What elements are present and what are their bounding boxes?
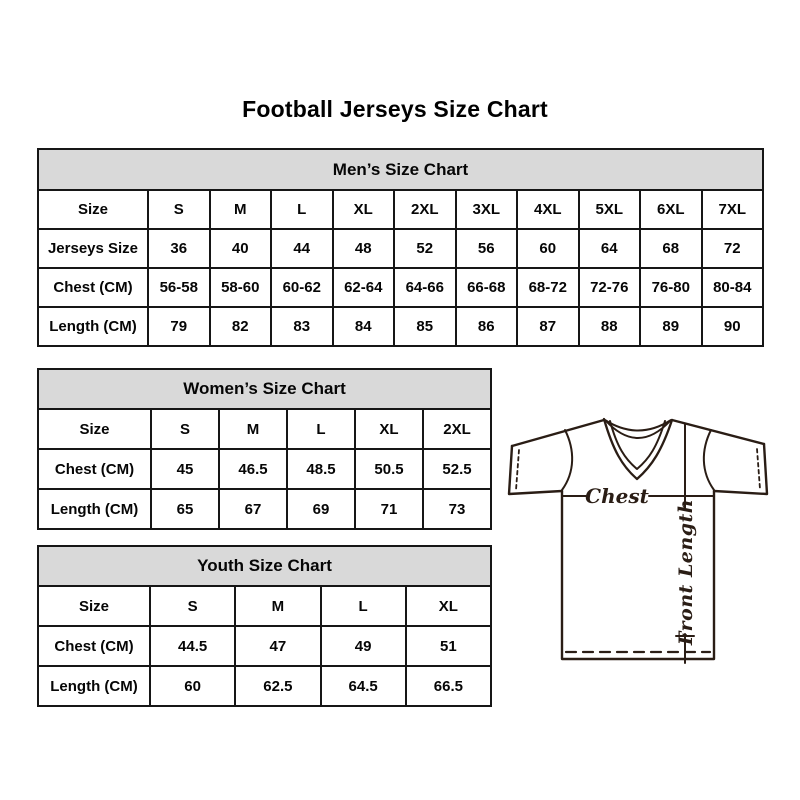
youth-size-table (37, 545, 492, 707)
value-cell: 3XL (456, 190, 518, 229)
left-cuff-stitch-line (516, 450, 519, 490)
value-cell: 6XL (640, 190, 702, 229)
value-cell: 46.5 (219, 449, 287, 489)
mens-size-table (37, 148, 764, 347)
table-title-row (38, 149, 763, 190)
table-row (38, 268, 763, 307)
value-cell: S (151, 409, 219, 449)
value-cell: 72 (702, 229, 764, 268)
value-cell: 73 (423, 489, 491, 529)
value-cell: 44.5 (150, 626, 235, 666)
table-row (38, 409, 491, 449)
value-cell: L (321, 586, 406, 626)
value-cell: 56-58 (148, 268, 210, 307)
value-cell: XL (406, 586, 491, 626)
value-cell: 62.5 (235, 666, 320, 706)
value-cell: 67 (219, 489, 287, 529)
right-cuff-stitch-line (757, 449, 760, 489)
table-row (38, 626, 491, 666)
table-row (38, 586, 491, 626)
value-cell: 4XL (517, 190, 579, 229)
value-cell: 51 (406, 626, 491, 666)
row-label-cell: Length (CM) (38, 489, 151, 529)
value-cell: L (287, 409, 355, 449)
value-cell: 76-80 (640, 268, 702, 307)
value-cell: 64-66 (394, 268, 456, 307)
row-label-cell: Chest (CM) (38, 449, 151, 489)
value-cell: M (210, 190, 272, 229)
value-cell: 88 (579, 307, 641, 346)
value-cell: 86 (456, 307, 518, 346)
value-cell: 84 (333, 307, 395, 346)
value-cell: 47 (235, 626, 320, 666)
value-cell: 71 (355, 489, 423, 529)
table-title-row (38, 546, 491, 586)
table-row (38, 190, 763, 229)
value-cell: 48.5 (287, 449, 355, 489)
table-row (38, 449, 491, 489)
value-cell: 60 (150, 666, 235, 706)
front-length-label: Front Length (675, 498, 697, 646)
value-cell: 83 (271, 307, 333, 346)
value-cell: 52.5 (423, 449, 491, 489)
row-label-cell: Chest (CM) (38, 268, 148, 307)
value-cell: 60 (517, 229, 579, 268)
value-cell: 7XL (702, 190, 764, 229)
value-cell: 79 (148, 307, 210, 346)
value-cell: 50.5 (355, 449, 423, 489)
value-cell: 5XL (579, 190, 641, 229)
table-row (38, 489, 491, 529)
value-cell: 58-60 (210, 268, 272, 307)
jersey-measurement-diagram (505, 406, 771, 666)
value-cell: S (150, 586, 235, 626)
row-label-cell: Size (38, 190, 148, 229)
value-cell: 85 (394, 307, 456, 346)
value-cell: 89 (640, 307, 702, 346)
chest-label: Chest (585, 484, 649, 508)
value-cell: 62-64 (333, 268, 395, 307)
mens-table-title: Men’s Size Chart (38, 149, 763, 190)
value-cell: 52 (394, 229, 456, 268)
womens-size-table (37, 368, 492, 530)
value-cell: XL (333, 190, 395, 229)
table-row (38, 666, 491, 706)
value-cell: S (148, 190, 210, 229)
value-cell: 40 (210, 229, 272, 268)
value-cell: 2XL (423, 409, 491, 449)
value-cell: 80-84 (702, 268, 764, 307)
value-cell: 36 (148, 229, 210, 268)
value-cell: L (271, 190, 333, 229)
value-cell: 90 (702, 307, 764, 346)
value-cell: 44 (271, 229, 333, 268)
value-cell: M (219, 409, 287, 449)
value-cell: M (235, 586, 320, 626)
value-cell: 68-72 (517, 268, 579, 307)
value-cell: 48 (333, 229, 395, 268)
value-cell: 64 (579, 229, 641, 268)
womens-table-title: Women’s Size Chart (38, 369, 491, 409)
table-title-row (38, 369, 491, 409)
value-cell: 45 (151, 449, 219, 489)
youth-table-title: Youth Size Chart (38, 546, 491, 586)
value-cell: 56 (456, 229, 518, 268)
row-label-cell: Size (38, 409, 151, 449)
value-cell: 68 (640, 229, 702, 268)
value-cell: 49 (321, 626, 406, 666)
jersey-outline (509, 419, 767, 659)
row-label-cell: Chest (CM) (38, 626, 150, 666)
value-cell: 82 (210, 307, 272, 346)
value-cell: 87 (517, 307, 579, 346)
table-row (38, 307, 763, 346)
value-cell: 66-68 (456, 268, 518, 307)
value-cell: 66.5 (406, 666, 491, 706)
table-row (38, 229, 763, 268)
value-cell: XL (355, 409, 423, 449)
value-cell: 72-76 (579, 268, 641, 307)
value-cell: 64.5 (321, 666, 406, 706)
value-cell: 65 (151, 489, 219, 529)
row-label-cell: Jerseys Size (38, 229, 148, 268)
page-title: Football Jerseys Size Chart (242, 96, 548, 122)
row-label-cell: Length (CM) (38, 666, 150, 706)
value-cell: 60-62 (271, 268, 333, 307)
value-cell: 69 (287, 489, 355, 529)
row-label-cell: Size (38, 586, 150, 626)
row-label-cell: Length (CM) (38, 307, 148, 346)
value-cell: 2XL (394, 190, 456, 229)
